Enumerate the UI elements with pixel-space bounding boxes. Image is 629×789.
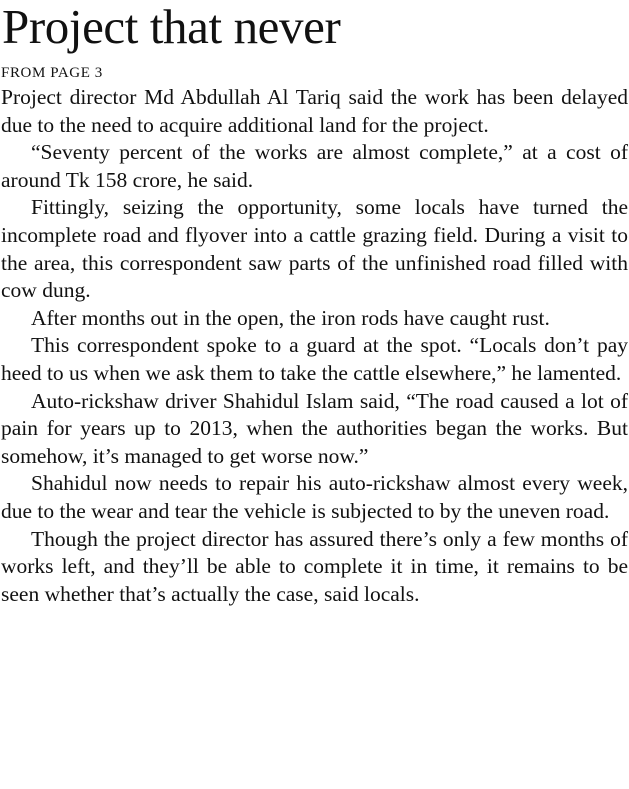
article-body <box>0 84 629 608</box>
paragraph-3: Fittingly, seizing the opportunity, some locals have turned the incomplete road and flyover into a cattle grazing field. During a visit to the area, this correspondent saw parts of the unfinished road filled with cow dung. <box>1 195 628 303</box>
paragraph-2: “Seventy percent of the works are almost complete,” at a cost of around Tk 158 crore, he said. <box>1 140 628 192</box>
paragraph-8: Though the project director has assured there’s only a few months of works left, and they’ll be able to complete it in time, it remains to be seen whether that’s actually the case, said locals. <box>1 526 628 606</box>
paragraph-7: Shahidul now needs to repair his auto-rickshaw almost every week, due to the wear and tear the vehicle is subjected to by the uneven road. <box>1 471 628 523</box>
paragraph-4: After months out in the open, the iron rods have caught rust. <box>31 305 550 330</box>
jump-line: FROM PAGE 3 <box>1 65 103 81</box>
paragraph-1: Project director Md Abdullah Al Tariq said the work has been delayed due to the need to acquire additional land for the project. <box>1 85 628 137</box>
paragraph-5: This correspondent spoke to a guard at the spot. “Locals don’t pay heed to us when we ask them to take the cattle elsewhere,” he lamented. <box>1 333 628 385</box>
paragraph-6: Auto-rickshaw driver Shahidul Islam said, “The road caused a lot of pain for years up to 2013, when the authorities began the works. But somehow, it’s managed to get worse now.” <box>1 388 628 468</box>
article-headline: Project that never <box>2 0 341 54</box>
